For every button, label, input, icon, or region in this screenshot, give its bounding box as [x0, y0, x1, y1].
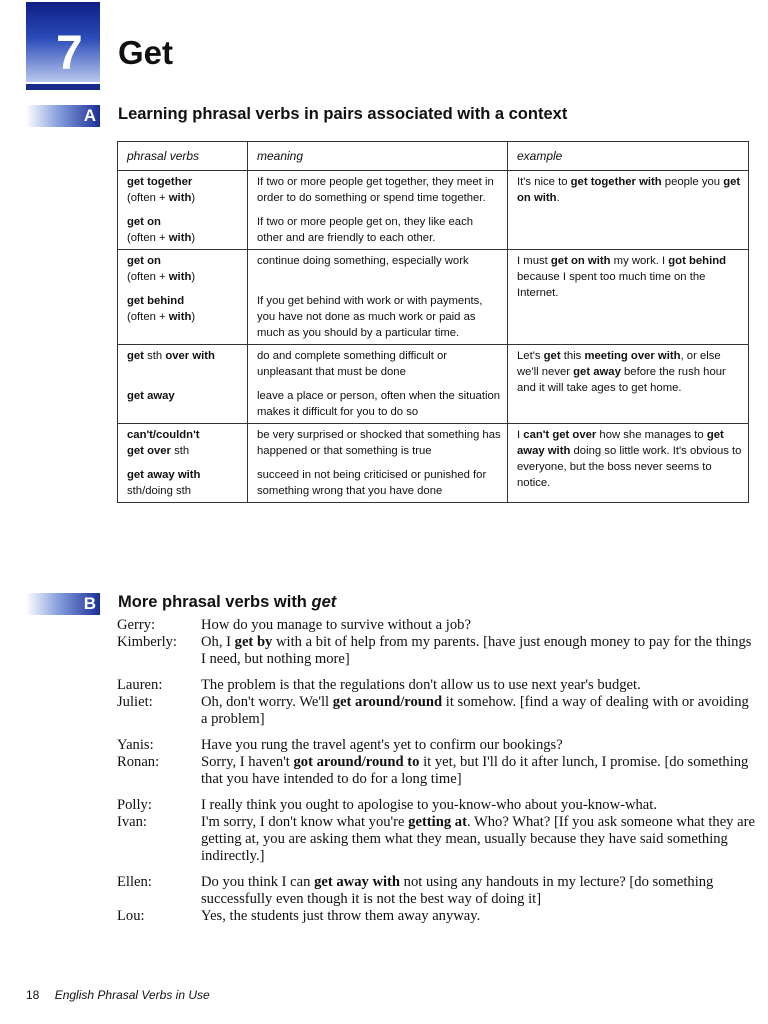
- phrasal-verb-text: get together: [127, 176, 193, 188]
- unit-underline: [26, 84, 100, 90]
- speech-text: [201, 814, 757, 865]
- unit-title: Get: [118, 34, 174, 71]
- text-segment: it yet, but I'll do it after lunch, I promise. [do something that you have intended to do for a long time]: [201, 754, 749, 787]
- phrasal-verb: [127, 427, 241, 459]
- section-b-heading-text: More phrasal verbs with: [118, 593, 312, 611]
- phrasal-verb: [127, 348, 241, 380]
- text-segment: How do you manage to survive without a job?: [201, 617, 471, 633]
- dialogue-line: [117, 737, 757, 754]
- text-segment: my work. I: [610, 255, 669, 267]
- phrasal-verb-text: get on with: [550, 255, 611, 267]
- phrasal-verb-text: got around/round to: [293, 754, 420, 770]
- phrasal-verb: [127, 467, 241, 499]
- speech-text: [201, 617, 757, 634]
- phrasal-verb-text: get away: [127, 390, 175, 402]
- text-segment: ): [191, 232, 196, 244]
- dialogue-line: [117, 677, 757, 694]
- text-segment: Let's: [517, 350, 544, 362]
- speaker-name: Ellen:: [117, 874, 152, 890]
- phrasal-verb-text: with: [168, 311, 192, 323]
- table-row: [118, 424, 749, 503]
- phrasal-verb-text: meeting over with: [584, 350, 681, 362]
- section-b-heading: [118, 593, 336, 612]
- column-header-meaning: meaning: [248, 142, 508, 171]
- dialogue-line: [117, 694, 757, 728]
- dialogue-line: [117, 634, 757, 668]
- section-a-marker: [26, 105, 100, 127]
- phrasal-verb-text: with: [168, 271, 192, 283]
- text-segment: sth: [147, 350, 166, 362]
- meaning-cell: [248, 345, 508, 424]
- section-a-letter: A: [83, 106, 96, 125]
- meaning: be very surprised or shocked that something has happened or that something is true: [257, 429, 501, 457]
- text-segment: before the rush hour and it will take ages to get home.: [517, 366, 726, 394]
- phrasal-verb-text: with: [168, 192, 192, 204]
- phrasal-verbs-cell: [118, 345, 248, 424]
- table-header-row: [118, 142, 749, 171]
- speech-text: [201, 694, 757, 728]
- text-segment: ): [191, 311, 196, 323]
- unit-number-block: [26, 2, 100, 82]
- example-cell: [508, 424, 749, 503]
- dialogue-line: [117, 874, 757, 908]
- dialogue-line: [117, 814, 757, 865]
- phrasal-verb-text: get behind: [127, 295, 185, 307]
- text-segment: , or else we'll never: [517, 350, 721, 378]
- phrasal-verb-text: over with: [165, 350, 215, 362]
- speaker-name: Juliet:: [117, 694, 153, 710]
- speaker-name: Ronan:: [117, 754, 160, 770]
- speaker-name: Lou:: [117, 908, 145, 924]
- dialogue: [117, 737, 757, 788]
- column-header-phrasal-verbs: phrasal verbs: [118, 142, 248, 171]
- phrasal-verb-text: get on: [127, 216, 161, 228]
- text-segment: ): [191, 192, 196, 204]
- text-segment: The problem is that the regulations don't allow us to use next year's budget.: [201, 677, 641, 693]
- speaker-name: Lauren:: [117, 677, 163, 693]
- phrasal-verb: [127, 388, 241, 404]
- speech-text: [201, 908, 757, 925]
- phrasal-verb-text: can't/couldn't: [127, 429, 200, 441]
- text-segment: Have you rung the travel agent's yet to confirm our bookings?: [201, 737, 563, 753]
- speech-text: [201, 634, 757, 668]
- text-segment: it somehow. [find a way of dealing with or avoiding a problem]: [201, 694, 749, 727]
- dialogues: [117, 617, 757, 934]
- dialogue: [117, 797, 757, 865]
- text-segment: I: [517, 429, 524, 441]
- phrasal-verb-text: get on with: [517, 176, 741, 204]
- phrasal-verb-text: get away: [573, 366, 621, 378]
- text-segment: (often +: [127, 271, 169, 283]
- example-cell: [508, 250, 749, 345]
- speech-text: [201, 677, 757, 694]
- table-row: [118, 250, 749, 345]
- speech-text: [201, 754, 757, 788]
- phrasal-verb-text: can't get over: [523, 429, 597, 441]
- speaker-name: Kimberly:: [117, 634, 177, 650]
- meaning: leave a place or person, often when the situation makes it difficult for you to do so: [257, 390, 501, 418]
- meaning-cell: [248, 424, 508, 503]
- text-segment: Do you think I can: [201, 874, 315, 890]
- text-segment: (often +: [127, 232, 169, 244]
- text-segment: . Who? What? [If you ask someone what they are getting at, you are asking them what they mean, usually because they have said something indirectly.]: [201, 814, 755, 864]
- phrasal-verb: [127, 214, 241, 246]
- phrasal-verb: [127, 253, 241, 285]
- text-segment: (often +: [127, 192, 169, 204]
- phrasal-verb-text: get: [127, 350, 148, 362]
- phrasal-verb-text: getting at: [408, 814, 467, 830]
- table-row: [118, 345, 749, 424]
- phrasal-verb-text: get on: [127, 255, 161, 267]
- phrasal-verb-text: get around/round: [332, 694, 443, 710]
- section-b-letter: B: [83, 594, 96, 613]
- phrasal-verb-text: get away with: [314, 874, 401, 890]
- column-header-example: example: [508, 142, 749, 171]
- text-segment: .: [556, 192, 560, 204]
- speech-text: [201, 797, 757, 814]
- page-footer: [26, 988, 210, 1002]
- text-segment: I'm sorry, I don't know what you're: [201, 814, 409, 830]
- text-segment: Sorry, I haven't: [201, 754, 294, 770]
- phrasal-verbs-cell: [118, 171, 248, 250]
- text-segment: sth/doing sth: [127, 485, 192, 497]
- dialogue-line: [117, 617, 757, 634]
- phrasal-verb-text: get together with: [570, 176, 662, 188]
- speaker-name: Gerry:: [117, 617, 156, 633]
- unit-number: 7: [56, 27, 83, 80]
- text-segment: this: [560, 350, 585, 362]
- phrasal-verb-text: got behind: [668, 255, 727, 267]
- text-segment: Oh, I: [201, 634, 235, 650]
- text-segment: not using any handouts in my lecture? [do something successfully even though it is not the best way of doing it]: [201, 874, 714, 907]
- section-a-heading: Learning phrasal verbs in pairs associated with a context: [118, 105, 568, 123]
- dialogue: [117, 874, 757, 925]
- book-title: English Phrasal Verbs in Use: [54, 988, 210, 1002]
- text-segment: sth: [170, 445, 190, 457]
- text-segment: people you: [661, 176, 724, 188]
- dialogue-line: [117, 908, 757, 925]
- text-segment: with a bit of help from my parents. [have just enough money to pay for the things I need, but nothing more]: [201, 634, 752, 667]
- dialogue-line: [117, 797, 757, 814]
- speech-text: [201, 737, 757, 754]
- meaning-cell: [248, 250, 508, 345]
- speaker-name: Yanis:: [117, 737, 154, 753]
- text-segment: how she manages to: [596, 429, 707, 441]
- phrasal-verb: [127, 293, 241, 325]
- example-cell: [508, 345, 749, 424]
- phrasal-verbs-cell: [118, 250, 248, 345]
- speaker-name: Polly:: [117, 797, 152, 813]
- text-segment: because I spent too much time on the Internet.: [517, 271, 706, 299]
- text-segment: doing so little work. It's obvious to everyone, but the boss never seems to notice.: [517, 445, 742, 489]
- phrasal-verb-text: get away with: [127, 469, 201, 481]
- meaning: If two or more people get together, they meet in order to do something or spend time together.: [257, 176, 494, 204]
- phrasal-verb-text: get: [543, 350, 561, 362]
- text-segment: (often +: [127, 311, 169, 323]
- dialogue: [117, 617, 757, 668]
- phrasal-verb-text: get away with: [517, 429, 724, 457]
- meaning: continue doing something, especially work: [257, 255, 469, 267]
- phrasal-verbs-cell: [118, 424, 248, 503]
- section-b-marker: [26, 593, 100, 615]
- meaning-cell: [248, 171, 508, 250]
- meaning: do and complete something difficult or unpleasant that must be done: [257, 350, 448, 378]
- phrasal-verb-text: get by: [234, 634, 273, 650]
- meaning: succeed in not being criticised or punished for something wrong that you have done: [257, 469, 487, 497]
- table-row: [118, 171, 749, 250]
- example-cell: [508, 171, 749, 250]
- text-segment: Oh, don't worry. We'll: [201, 694, 333, 710]
- phrasal-verb-text: with: [168, 232, 192, 244]
- section-b-heading-word: get: [311, 593, 337, 611]
- phrasal-verb: [127, 174, 241, 206]
- text-segment: Yes, the students just throw them away anyway.: [201, 908, 481, 924]
- page-number: 18: [26, 988, 40, 1002]
- meaning: If two or more people get on, they like each other and are friendly to each other.: [257, 216, 474, 244]
- speaker-name: Ivan:: [117, 814, 147, 830]
- meaning: If you get behind with work or with payments, you have not done as much work or paid as much as you should by a particular time.: [257, 295, 483, 339]
- phrasal-verbs-table: [117, 141, 749, 503]
- text-segment: It's nice to: [517, 176, 571, 188]
- speech-text: [201, 874, 757, 908]
- dialogue: [117, 677, 757, 728]
- text-segment: I must: [517, 255, 551, 267]
- text-segment: I really think you ought to apologise to you-know-who about you-know-what.: [201, 797, 657, 813]
- dialogue-line: [117, 754, 757, 788]
- text-segment: ): [191, 271, 196, 283]
- phrasal-verb-text: get over: [127, 445, 171, 457]
